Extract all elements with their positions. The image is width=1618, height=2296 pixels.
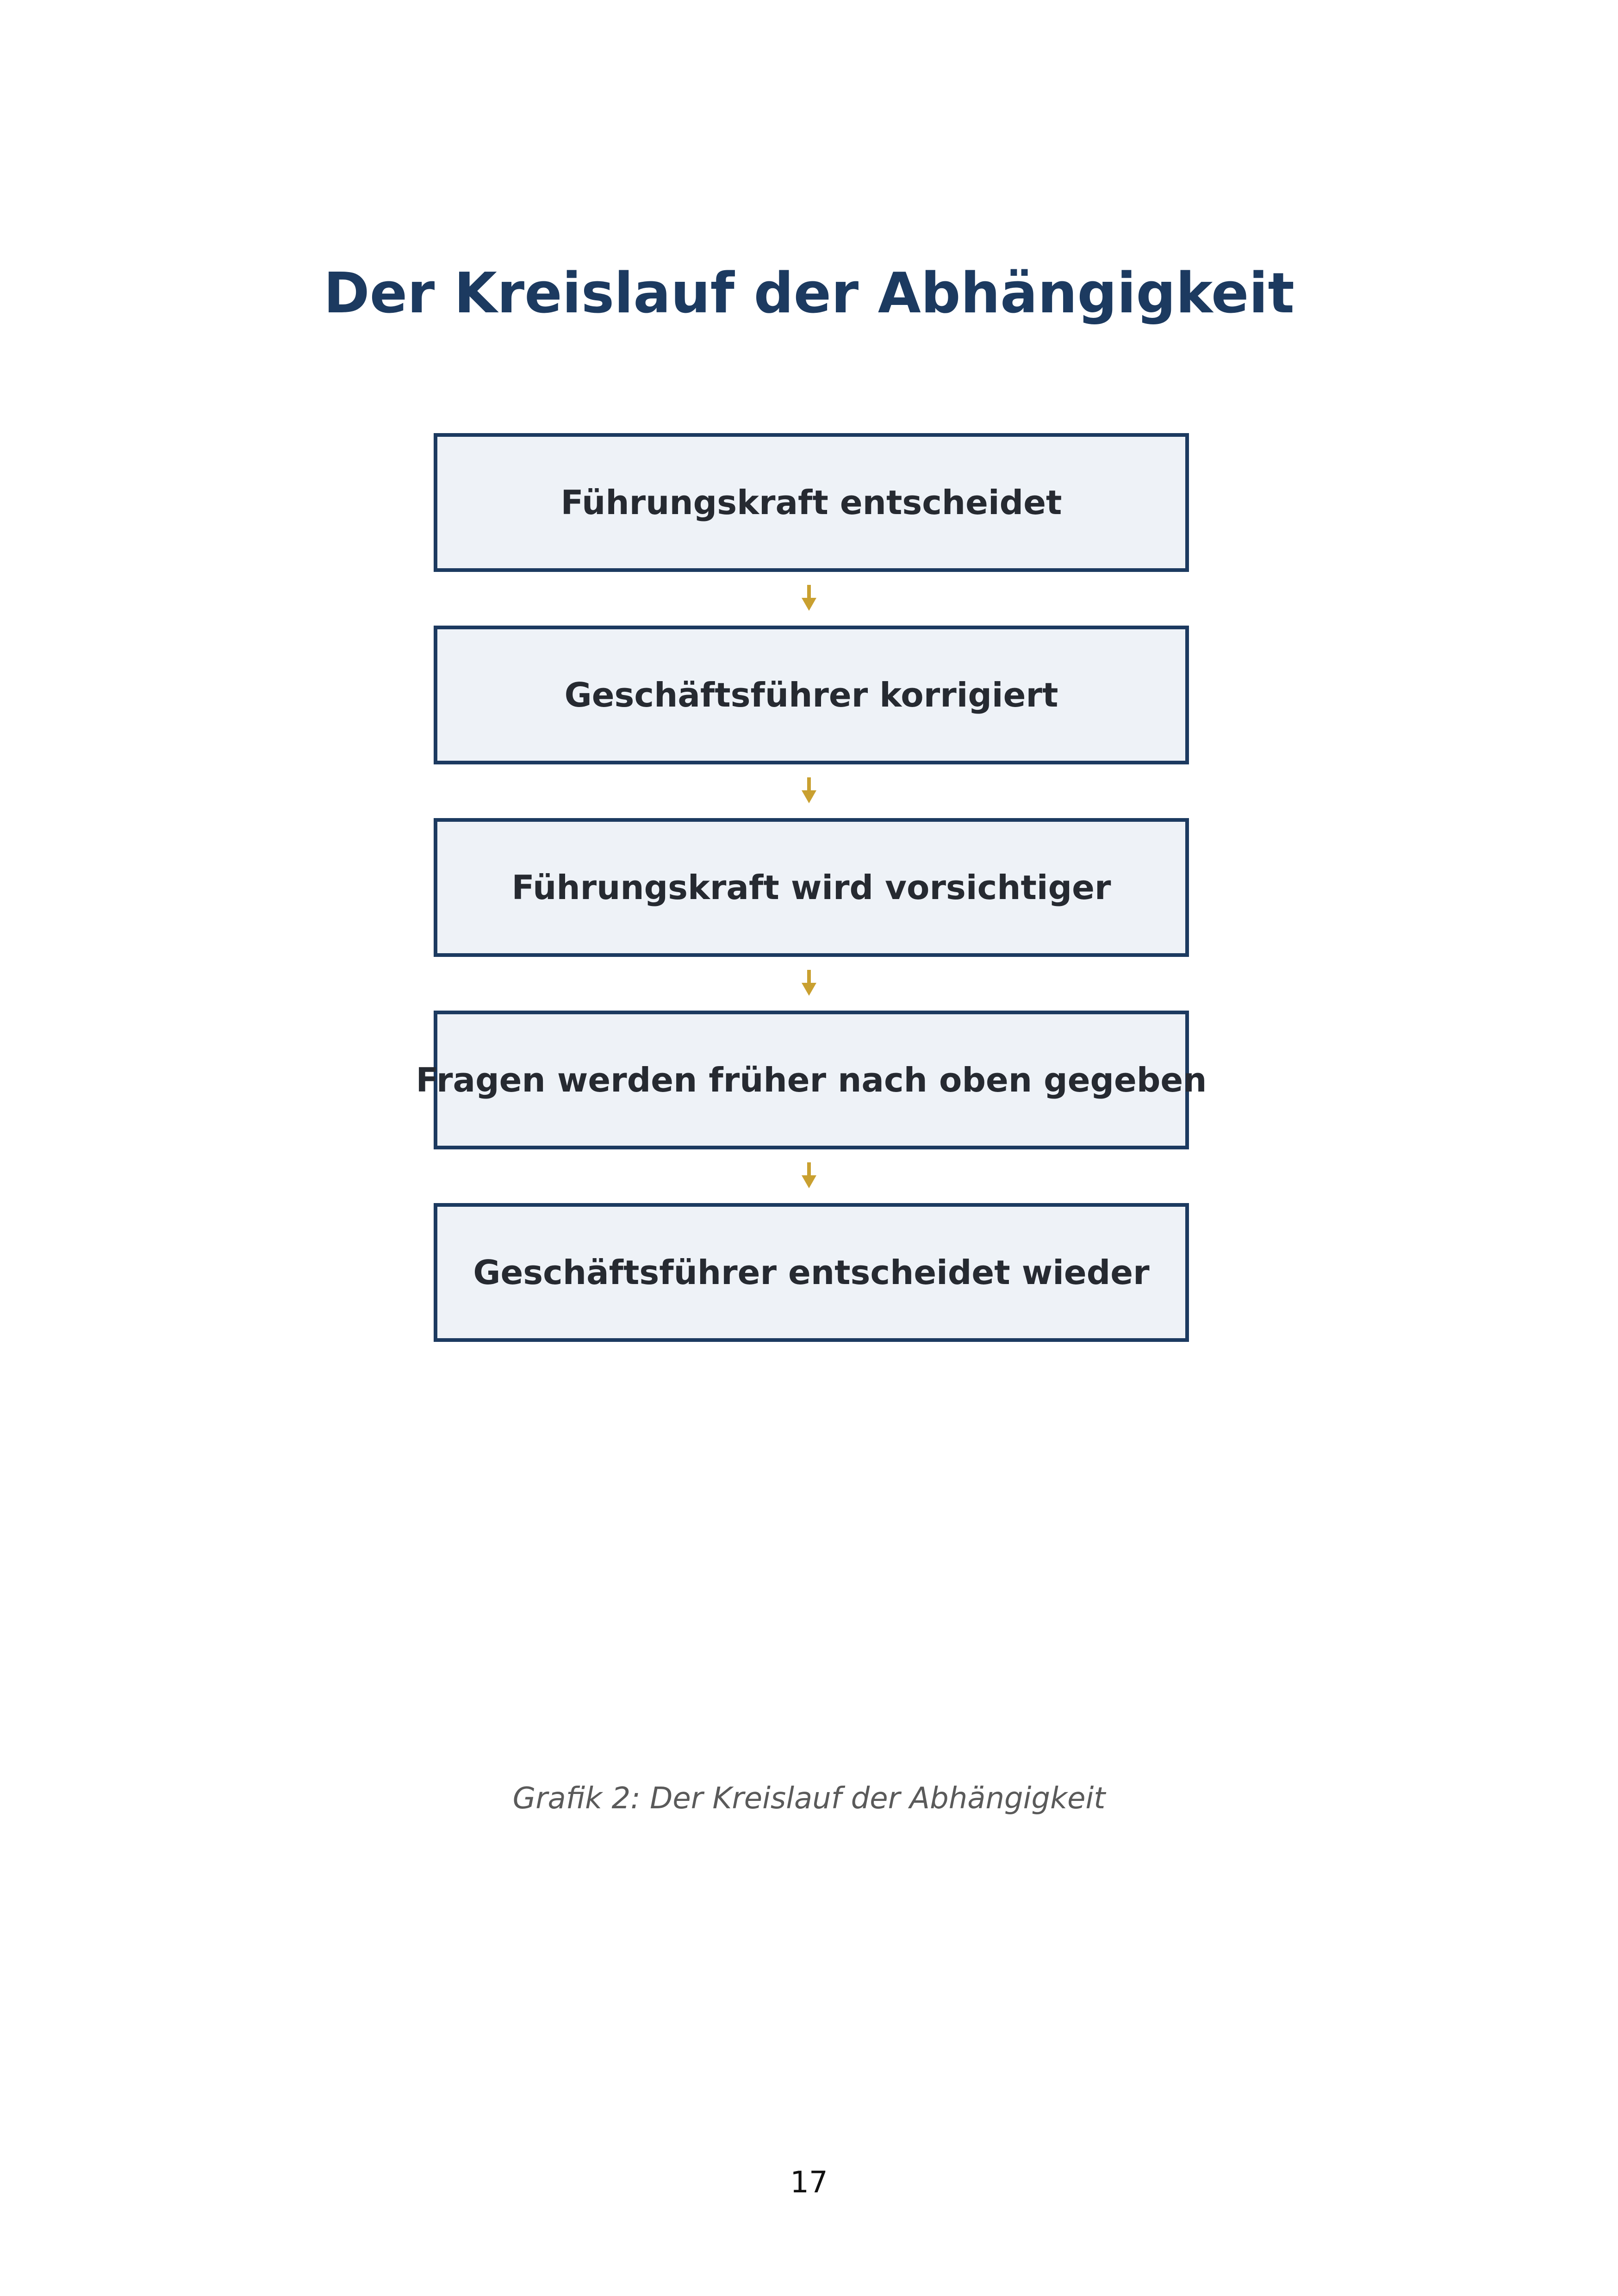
down-arrow-icon xyxy=(800,969,818,997)
flow-step-2 xyxy=(434,626,1189,764)
flow-step-5 xyxy=(434,1203,1189,1342)
flow-step-4-label: Fragen werden früher nach oben gegeben xyxy=(416,1061,1207,1099)
flow-step-1-label: Führungskraft entscheidet xyxy=(560,483,1062,522)
flow-step-4 xyxy=(416,1011,1207,1149)
page-number: 17 xyxy=(790,2166,828,2200)
down-arrow-icon xyxy=(800,1161,818,1189)
flow-step-2-label: Geschäftsführer korrigiert xyxy=(564,676,1058,714)
flow-step-1 xyxy=(434,433,1189,572)
flow-step-3 xyxy=(434,818,1189,957)
flow-step-3-label: Führungskraft wird vorsichtiger xyxy=(511,868,1111,907)
figure-caption: Grafik 2: Der Kreislauf der Abhängigkeit xyxy=(512,1781,1106,1816)
down-arrow-icon xyxy=(800,584,818,612)
diagram-title: Der Kreislauf der Abhängigkeit xyxy=(324,261,1294,326)
flow-step-5-label: Geschäftsführer entscheidet wieder xyxy=(473,1253,1150,1292)
down-arrow-icon xyxy=(800,776,818,804)
